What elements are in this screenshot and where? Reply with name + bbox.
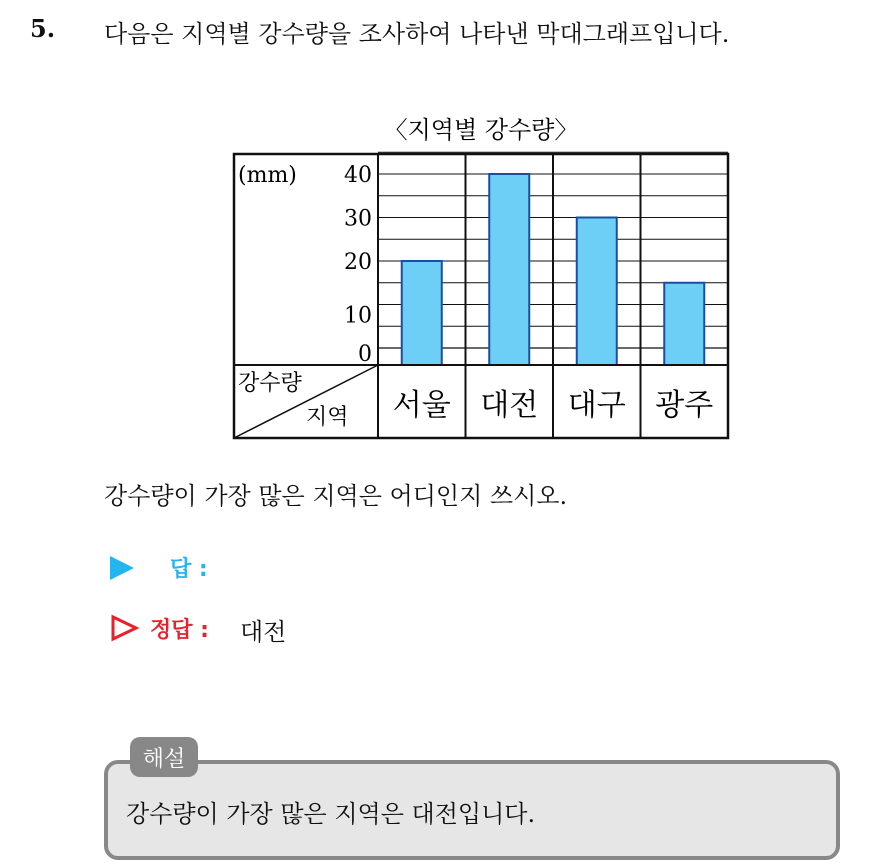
correct-answer-value: 대전: [240, 618, 287, 646]
chart-title: 〈지역별 강수량〉: [383, 116, 579, 144]
answer-arrow-icon: [110, 556, 134, 580]
unit-label: (mm): [238, 163, 297, 188]
y-tick-label: 30: [344, 206, 372, 232]
correct-arrow-icon: [110, 614, 140, 642]
sub-question-text: 강수량이 가장 많은 지역은 어디인지 쓰시오.: [104, 482, 568, 510]
y-axis-label: 강수량: [238, 371, 302, 396]
question-number: 5.: [30, 14, 56, 43]
correct-answer-label: 정답 :: [150, 618, 209, 643]
y-tick-label: 20: [344, 250, 372, 275]
explanation-tag: 해설: [130, 737, 198, 777]
y-tick-label: 0: [358, 342, 372, 367]
bar-3: [577, 218, 617, 366]
y-tick-label: 40: [344, 163, 372, 188]
question-text: 다음은 지역별 강수량을 조사하여 나타낸 막대그래프입니다.: [104, 20, 730, 48]
category-label: 대구: [567, 388, 626, 423]
bar-4: [664, 283, 704, 365]
answer-label: 답 :: [170, 557, 208, 582]
x-axis-label: 지역: [306, 405, 349, 430]
y-tick-label: 10: [344, 303, 372, 329]
bar-2: [489, 174, 529, 365]
bar-1: [402, 261, 442, 365]
explanation-text: 강수량이 가장 많은 지역은 대전입니다.: [126, 800, 536, 828]
category-label: 서울: [392, 388, 451, 423]
category-label: 광주: [655, 388, 714, 423]
category-label: 대전: [480, 388, 539, 423]
